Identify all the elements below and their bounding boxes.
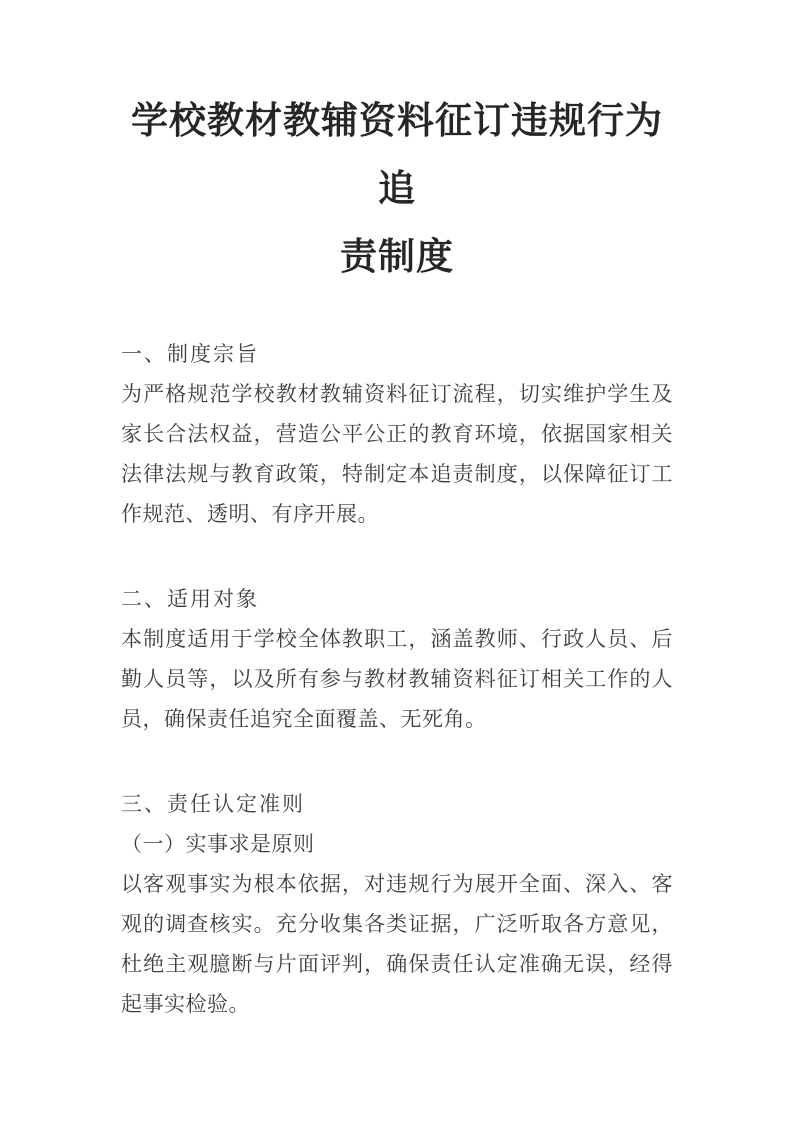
- section-applicable-targets: [121, 579, 673, 739]
- document-title-line-1: 学校教材教辅资料征订违规行为追: [131, 101, 663, 210]
- section-heading: 一、制度宗旨: [121, 342, 259, 366]
- section-responsibility-criteria: [121, 784, 673, 1024]
- paragraph: 以客观事实为根本依据，对违规行为展开全面、深入、客观的调查核实。充分收集各类证据，广泛听取各方意见，杜绝主观臆断与片面评判，确保责任认定准确无误，经得起事实检验。: [121, 872, 673, 1016]
- paragraph: 为严格规范学校教材教辅资料征订流程，切实维护学生及家长合法权益，营造公平公正的教育环境，依据国家相关法律法规与教育政策，特制定本追责制度，以保障征订工作规范、透明、有序开展。: [121, 382, 673, 526]
- document-title: [121, 88, 673, 292]
- document-body: [121, 334, 673, 1024]
- section-institutional-purpose: [121, 334, 673, 534]
- document-title-line-2: 责制度: [340, 237, 454, 278]
- section-heading: 三、责任认定准则: [121, 792, 305, 816]
- section-subheading: （一）实事求是原则: [121, 832, 315, 856]
- paragraph: 本制度适用于学校全体教职工，涵盖教师、行政人员、后勤人员等，以及所有参与教材教辅资料征订相关工作的人员，确保责任追究全面覆盖、无死角。: [121, 627, 673, 731]
- section-heading: 二、适用对象: [121, 587, 259, 611]
